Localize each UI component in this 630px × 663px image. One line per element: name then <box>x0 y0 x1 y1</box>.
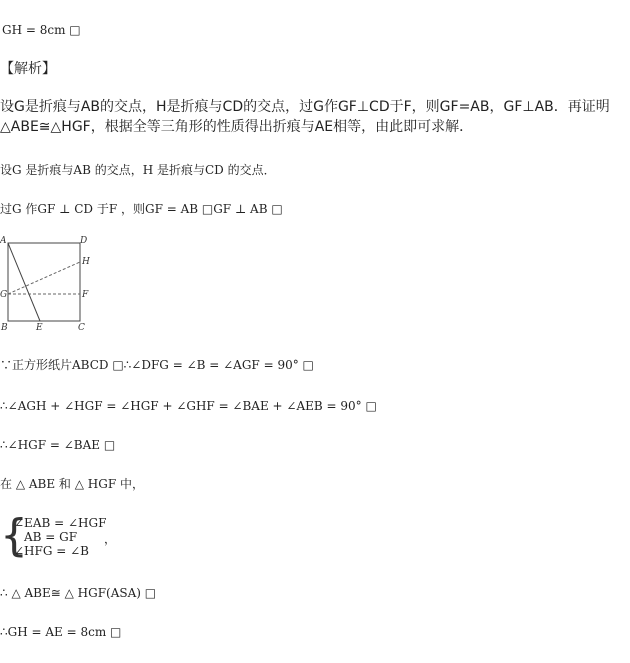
square-diagram <box>0 232 110 332</box>
analysis-heading: 【解析】 <box>0 61 56 77</box>
label-h: H <box>82 257 90 267</box>
proof-line-2: ∴∠AGH + ∠HGF = ∠HGF + ∠GHF = ∠BAE + ∠AEB = 90° □ <box>0 399 377 413</box>
label-e: E <box>36 323 43 332</box>
label-f: F <box>82 290 89 300</box>
system-row-1: ∠EAB = ∠HGF <box>14 516 107 530</box>
square-abcd <box>8 243 80 321</box>
label-g: G <box>0 290 8 300</box>
system-comma: ， <box>104 532 117 546</box>
label-a: A <box>0 236 7 246</box>
analysis-text-1: 设G是折痕与AB的交点，H是折痕与CD的交点，过G作GF⊥CD于F，则GF=AB，GF⊥AB．再证明 <box>0 99 610 115</box>
answer-line: GH = 8cm □ <box>2 23 81 37</box>
line-ae <box>8 243 40 321</box>
system-row-2: AB = GF <box>24 530 78 544</box>
proof-line-3: ∴∠HGF = ∠BAE □ <box>0 438 116 452</box>
system-row-3: ∠HFG = ∠B <box>14 544 89 558</box>
proof-line-4: 在 △ ABE 和 △ HGF 中， <box>0 477 144 491</box>
solution-line-2: 过G 作GF ⊥ CD 于F ，则GF = AB □GF ⊥ AB □ <box>0 202 283 216</box>
analysis-text-2: △ABE≅△HGF，根据全等三角形的性质得出折痕与AE相等，由此即可求解． <box>0 119 474 135</box>
solution-line-1: 设G 是折痕与AB 的交点，H 是折痕与CD 的交点． <box>0 163 276 177</box>
conclusion-line: ∴GH = AE = 8cm □ <box>0 625 122 639</box>
system-brace: { <box>0 510 28 561</box>
proof-line-1: ∵正方形纸片ABCD □∴∠DFG = ∠B = ∠AGF = 90° □ <box>0 358 314 372</box>
proof-line-5: ∴ △ ABE≅ △ HGF(ASA) □ <box>0 586 157 600</box>
label-c: C <box>78 323 85 332</box>
label-b: B <box>1 323 8 332</box>
label-d: D <box>80 236 88 246</box>
fold-line-gh <box>8 262 80 294</box>
